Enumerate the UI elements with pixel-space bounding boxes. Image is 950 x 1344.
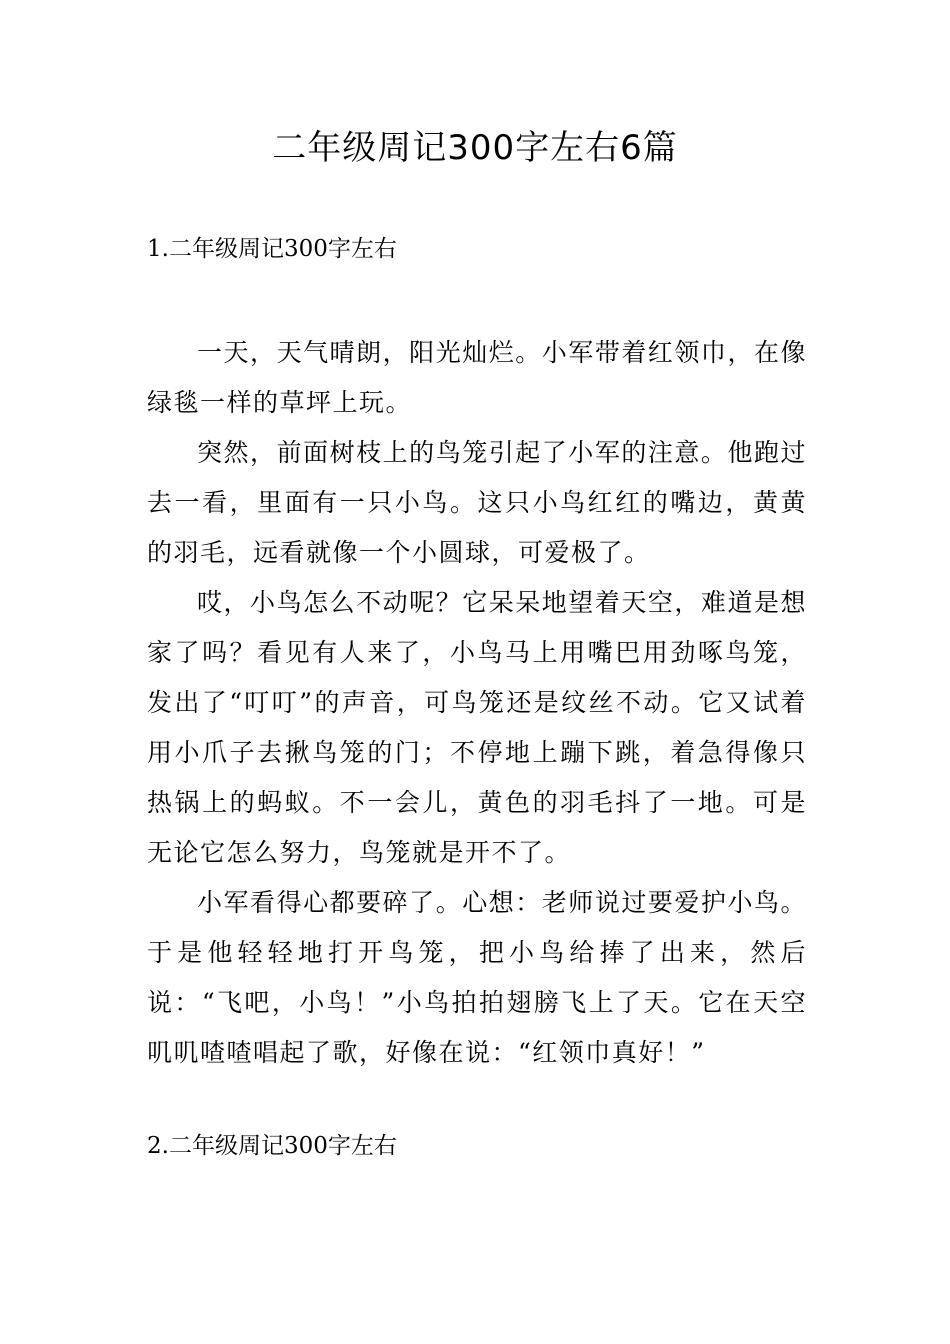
paragraph: 小军看得心都要碎了。心想：老师说过要爱护小鸟。于是他轻轻地打开鸟笼，把小鸟给捧了出来，然后说：“飞吧，小鸟！”小鸟拍拍翅膀飞上了天。它在天空叽叽喳喳唱起了歌，好像在说：“红领巾真好！” <box>147 888 807 1067</box>
paragraph: 哎，小鸟怎么不动呢？它呆呆地望着天空，难道是想家了吗？看见有人来了，小鸟马上用嘴巴用劲啄鸟笼，发出了“叮叮”的声音，可鸟笼还是纹丝不动。它又试着用小爪子去揪鸟笼的门；不停地上蹦下跳，着急得像只热锅上的蚂蚁。不一会儿，黄色的羽毛抖了一地。可是无论它怎么努力，鸟笼就是开不了。 <box>147 588 807 867</box>
paragraph: 一天，天气晴朗，阳光灿烂。小军带着红领巾，在像绿毯一样的草坪上玩。 <box>147 338 807 417</box>
document-title: 二年级周记300字左右6篇 <box>272 128 678 168</box>
section-1-body <box>147 328 807 1078</box>
section-heading-1: 1.二年级周记300字左右 <box>147 236 397 262</box>
paragraph: 突然，前面树枝上的鸟笼引起了小军的注意。他跑过去一看，里面有一只小鸟。这只小鸟红红的嘴边，黄黄的羽毛，远看就像一个小圆球，可爱极了。 <box>147 438 807 567</box>
section-heading-2: 2.二年级周记300字左右 <box>147 1133 397 1159</box>
